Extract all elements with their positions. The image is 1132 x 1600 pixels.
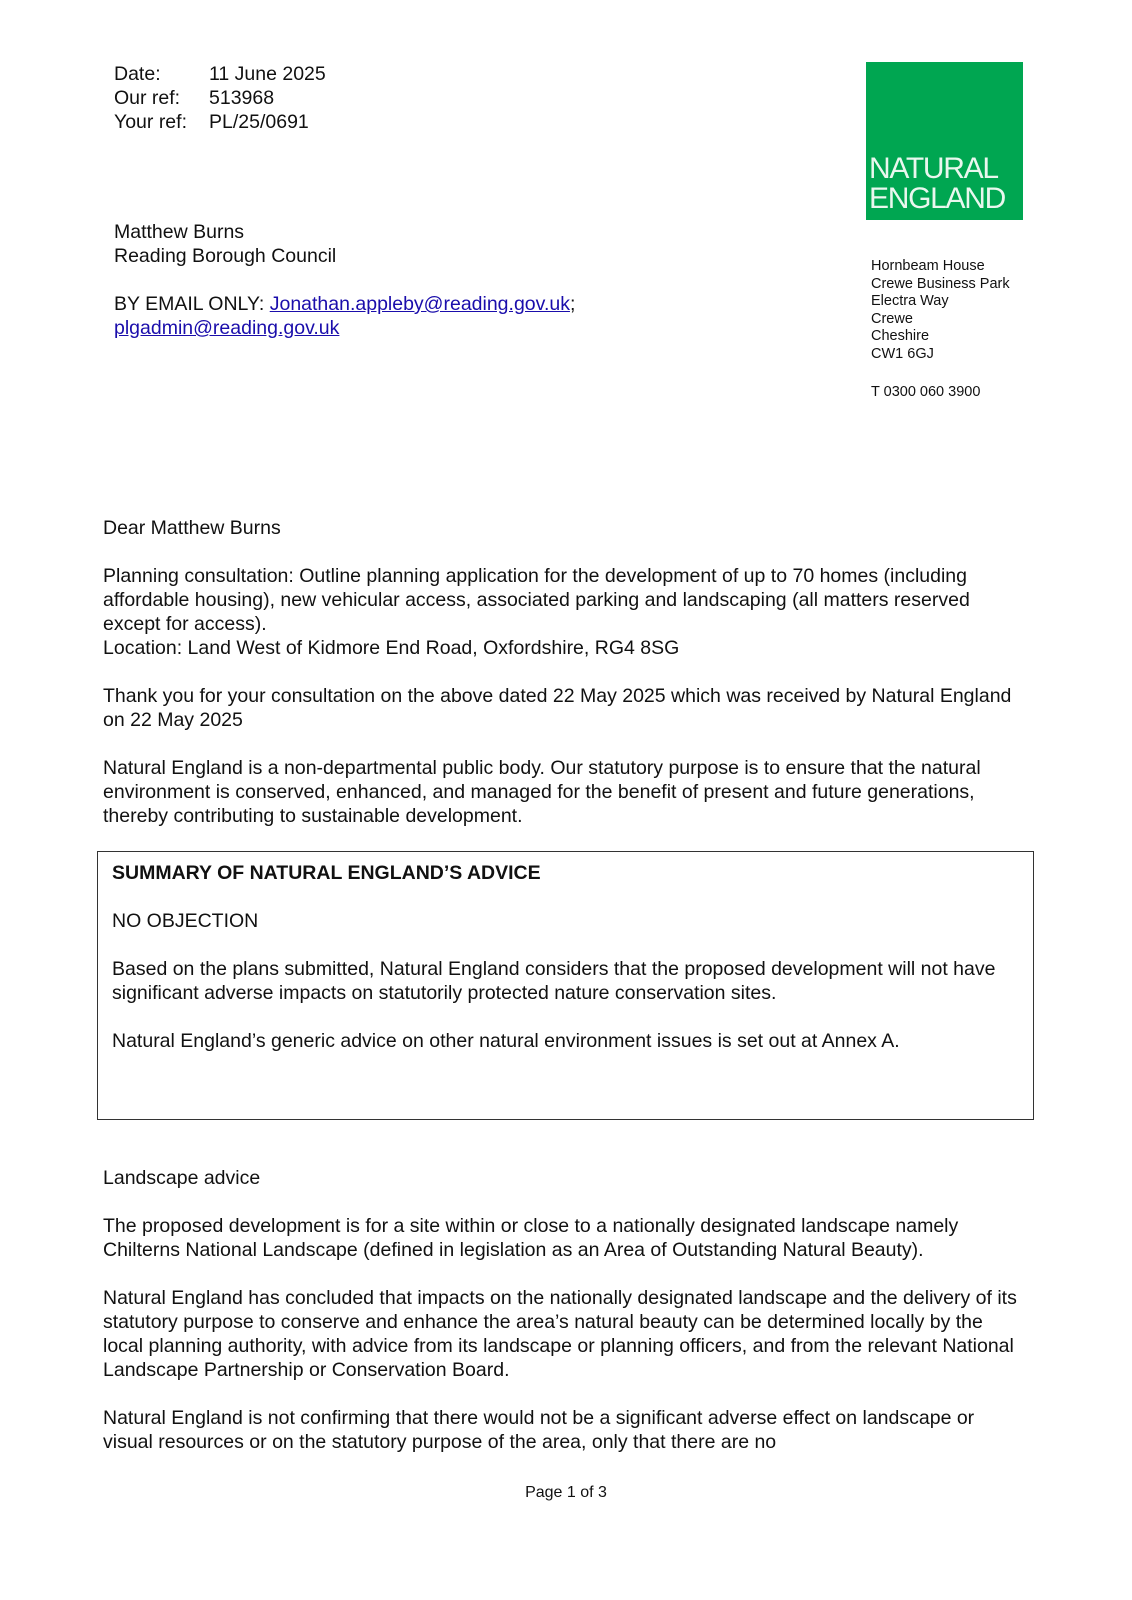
- consultation-location: Location: Land West of Kidmore End Road, Oxfordshire, RG4 8SG: [103, 637, 680, 659]
- email-link-plgadmin[interactable]: plgadmin@reading.gov.uk: [114, 317, 340, 339]
- email-link-appleby[interactable]: Jonathan.appleby@reading.gov.uk: [269, 293, 570, 315]
- landscape-heading: Landscape advice: [103, 1167, 261, 1189]
- email-prefix: BY EMAIL ONLY:: [114, 293, 270, 315]
- email-line: [114, 292, 575, 316]
- logo-line-2: ENGLAND: [869, 182, 1005, 215]
- date-value: 11 June 2025: [209, 63, 326, 85]
- summary-paragraph-2: Natural England’s generic advice on other natural environment issues is set out at Annex A.: [112, 1030, 900, 1052]
- date-row: [114, 62, 326, 86]
- summary-verdict: NO OBJECTION: [112, 910, 259, 932]
- page-number: Page 1 of 3: [525, 1484, 607, 1501]
- recipient-organisation: Reading Borough Council: [114, 245, 337, 267]
- your-ref-row: [114, 110, 326, 134]
- landscape-paragraph-3: Natural England is not confirming that there would not be a significant adverse effect on landscape or visual resources or on the statutory purpose of the area, only that there are no: [103, 1407, 975, 1453]
- salutation: Dear Matthew Burns: [103, 517, 281, 539]
- address-line: Electra Way: [871, 293, 949, 309]
- email-separator: ;: [569, 293, 576, 315]
- sender-address: [871, 258, 1010, 363]
- summary-title: SUMMARY OF NATURAL ENGLAND’S ADVICE: [112, 862, 541, 884]
- reference-block: [114, 62, 326, 134]
- address-line: CW1 6GJ: [871, 345, 934, 362]
- recipient-name: Matthew Burns: [114, 221, 245, 243]
- advice-summary-box: [97, 851, 1034, 1120]
- your-ref-value: PL/25/0691: [209, 111, 309, 133]
- date-label: Date:: [114, 63, 161, 85]
- landscape-paragraph-2: Natural England has concluded that impacts on the nationally designated landscape and the delivery of its statutory purpose to conserve and enhance the area’s natural beauty can be determined locally by the local planning authority, with advice from its landscape or planning officers, and from the relevant National Landscape Partnership or Conservation Board.: [103, 1287, 1017, 1381]
- thanks-paragraph: Thank you for your consultation on the above dated 22 May 2025 which was received by Natural England on 22 May 2025: [103, 685, 1012, 731]
- address-line: Hornbeam House: [871, 258, 985, 274]
- consultation-subject: Planning consultation: Outline planning application for the development of up to 70 homes (including affordable housing), new vehicular access, associated parking and landscaping (all matters reserved except for access).: [103, 565, 970, 635]
- landscape-paragraph-1: The proposed development is for a site within or close to a nationally designated landscape namely Chilterns National Landscape (defined in legislation as an Area of Outstanding Natural Beauty).: [103, 1215, 959, 1261]
- sender-phone: T 0300 060 3900: [871, 384, 981, 400]
- our-ref-value: 513968: [209, 87, 275, 109]
- address-line: Cheshire: [871, 328, 930, 344]
- summary-paragraph-1: Based on the plans submitted, Natural England considers that the proposed development will not have significant adverse impacts on statutorily protected nature conservation sites.: [112, 958, 996, 1004]
- natural-england-logo: [866, 62, 1023, 220]
- your-ref-label: Your ref:: [114, 111, 187, 133]
- our-ref-row: [114, 86, 326, 110]
- our-ref-label: Our ref:: [114, 87, 181, 109]
- address-line: Crewe: [871, 310, 913, 327]
- address-line: Crewe Business Park: [871, 275, 1010, 292]
- recipient-block: [114, 220, 575, 340]
- intro-paragraph: Natural England is a non-departmental public body. Our statutory purpose is to ensure that the natural environment is conserved, enhanced, and managed for the benefit of present and future generations, thereby contributing to sustainable development.: [103, 757, 981, 827]
- logo-line-1: NATURAL: [869, 152, 998, 185]
